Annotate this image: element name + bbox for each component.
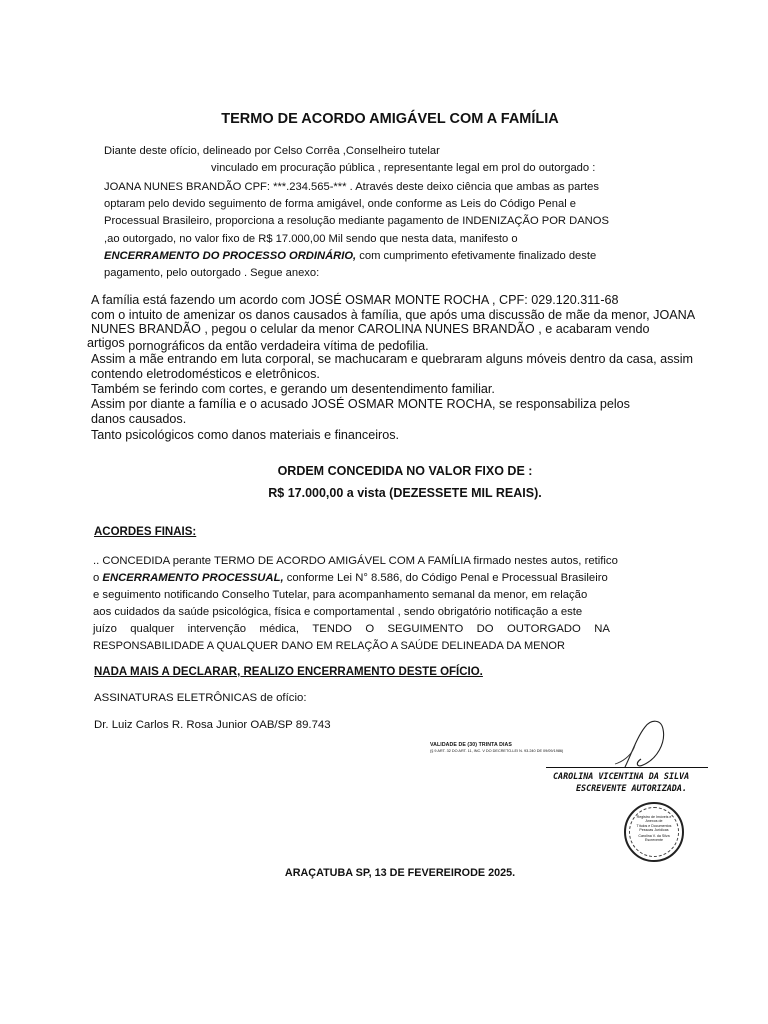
final-word: O <box>365 623 375 635</box>
body-line: Assim por diante a família e o acusado JOSÉ OSMAR MONTE ROCHA, se responsabiliza pelos <box>91 397 630 411</box>
final-line-rest: conforme Lei N° 8.586, do Código Penal e Processual Brasileiro <box>283 572 608 584</box>
signature-line <box>546 767 708 768</box>
notary-seal-line: Títulos e Documentos <box>636 823 672 828</box>
final-line <box>93 570 608 588</box>
body-line: A família está fazendo um acordo com JOSÉ OSMAR MONTE ROCHA , CPF: 029.120.311-68 <box>91 293 619 307</box>
final-word: NA <box>594 623 610 635</box>
final-line: e seguimento notificando Conselho Tutelar, para acompanhamento semanal da menor, em relação <box>93 589 588 601</box>
closing-statement: NADA MAIS A DECLARAR, REALIZO ENCERRAMENTO DESTE OFÍCIO. <box>94 666 483 678</box>
intro-line: Diante deste ofício, delineado por Celso Corrêa ,Conselheiro tutelar <box>104 145 440 157</box>
final-line-justified <box>93 621 610 639</box>
processual-closure-emphasis: ENCERRAMENTO PROCESSUAL, <box>102 572 284 584</box>
final-word: juízo <box>93 623 117 635</box>
body-line: Tanto psicológicos como danos materiais e financeiros. <box>91 428 400 442</box>
electronic-signatures-rest: de ofício: <box>257 692 307 704</box>
body-line: danos causados. <box>91 412 187 426</box>
intro-line: JOANA NUNES BRANDÃO CPF: ***.234.565-*** . Através deste deixo ciência que ambas as partes <box>104 181 599 193</box>
intro-line: ,ao outorgado, no valor fixo de R$ 17.000,00 Mil sendo que nesta data, manifesto o <box>104 233 518 245</box>
notary-seal-line: Escrevente <box>645 838 663 843</box>
body-line: NUNES BRANDÃO , pegou o celular da menor CAROLINA NUNES BRANDÃO , e acabaram vendo <box>91 322 650 336</box>
notary-seal-line: Registro de Imóveis e <box>636 815 672 819</box>
document-title: TERMO DE ACORDO AMIGÁVEL COM A FAMÍLIA <box>221 111 559 127</box>
process-closure-emphasis: ENCERRAMENTO DO PROCESSO ORDINÁRIO, <box>104 250 357 262</box>
lawyer-line: Dr. Luiz Carlos R. Rosa Junior OAB/SP 89.743 <box>94 719 331 731</box>
electronic-signatures-label <box>94 692 306 704</box>
validity-stamp-line: VALIDADE DE (30) TRINTA DIAS <box>430 742 512 748</box>
final-word: TENDO <box>312 623 352 635</box>
place-and-date: ARAÇATUBA SP, 13 DE FEVEREIRODE 2025. <box>284 867 516 879</box>
signatory-name: CAROLINA VICENTINA DA SILVA <box>553 771 690 781</box>
validity-stamp-note: (§ 9 ART. 32 DO ART. 11, INC. V DO DECRETO-LEI N. 93.240 DE 09/09/1986) <box>430 749 564 753</box>
final-word: qualquer <box>130 623 175 635</box>
order-amount: R$ 17.000,00 a vista (DEZESSETE MIL REAIS). <box>268 486 542 500</box>
final-line: aos cuidados da saúde psicológica, física e comportamental , sendo obrigatório notificação a este <box>93 606 583 618</box>
body-line-rest: pornográficos da então verdadeira vítima de pedofilia. <box>124 339 429 353</box>
intro-line: Processual Brasileiro, proporciona a resolução mediante pagamento de INDENIZAÇÃO POR DANOS <box>104 215 609 227</box>
intro-line: vinculado em procuração pública , representante legal em prol do outorgado : <box>211 162 596 174</box>
final-agreements-heading: ACORDES FINAIS: <box>94 526 197 538</box>
final-word: intervenção <box>187 623 247 635</box>
notary-seal-text <box>626 815 682 843</box>
intro-line: pagamento, pelo outorgado . Segue anexo: <box>104 267 320 279</box>
intro-line-rest: com cumprimento efetivamente finalizado deste <box>356 250 597 262</box>
notary-seal-line: Carolina V. da Silva <box>638 834 670 839</box>
body-line: com o intuito de amenizar os danos causados à família, que após uma discussão de mãe da menor, JOANA <box>91 308 696 322</box>
body-line: Também se ferindo com cortes, e gerando um desentendimento familiar. <box>91 382 495 396</box>
notary-seal-line: Anexos de <box>645 819 663 824</box>
order-heading: ORDEM CONCEDIDA NO VALOR FIXO DE : <box>277 464 533 478</box>
final-line-prefix: o <box>93 572 103 584</box>
intro-line: optaram pelo devido seguimento de forma amigável, onde conforme as Leis do Código Penal e <box>104 198 577 210</box>
signatory-role: ESCREVENTE AUTORIZADA. <box>576 783 687 793</box>
intro-line <box>104 248 596 265</box>
final-word: SEGUIMENTO <box>387 623 464 635</box>
final-line: .. CONCEDIDA perante TERMO DE ACORDO AMIGÁVEL COM A FAMÍLIA firmado nestes autos, retifico <box>93 555 618 567</box>
body-line: contendo eletrodomésticos e eletrônicos. <box>91 367 320 381</box>
notary-seal-line: Pessoas Jurídicas <box>639 827 669 832</box>
final-line: RESPONSABILIDADE A QUALQUER DANO EM RELAÇÃO A SAÚDE DELINEADA DA MENOR <box>93 640 565 652</box>
handwritten-signature <box>545 715 715 775</box>
body-line <box>87 336 429 351</box>
body-word: artigos <box>87 336 125 350</box>
final-word: OUTORGADO <box>506 623 581 635</box>
final-word: DO <box>476 623 494 635</box>
final-word: médica, <box>259 623 299 635</box>
electronic-signatures-caps: ASSINATURAS ELETRÔNICAS <box>94 692 258 704</box>
notary-seal <box>624 802 684 862</box>
body-line: Assim a mãe entrando em luta corporal, se machucaram e quebraram alguns móveis dentro da casa, assim <box>91 352 693 366</box>
